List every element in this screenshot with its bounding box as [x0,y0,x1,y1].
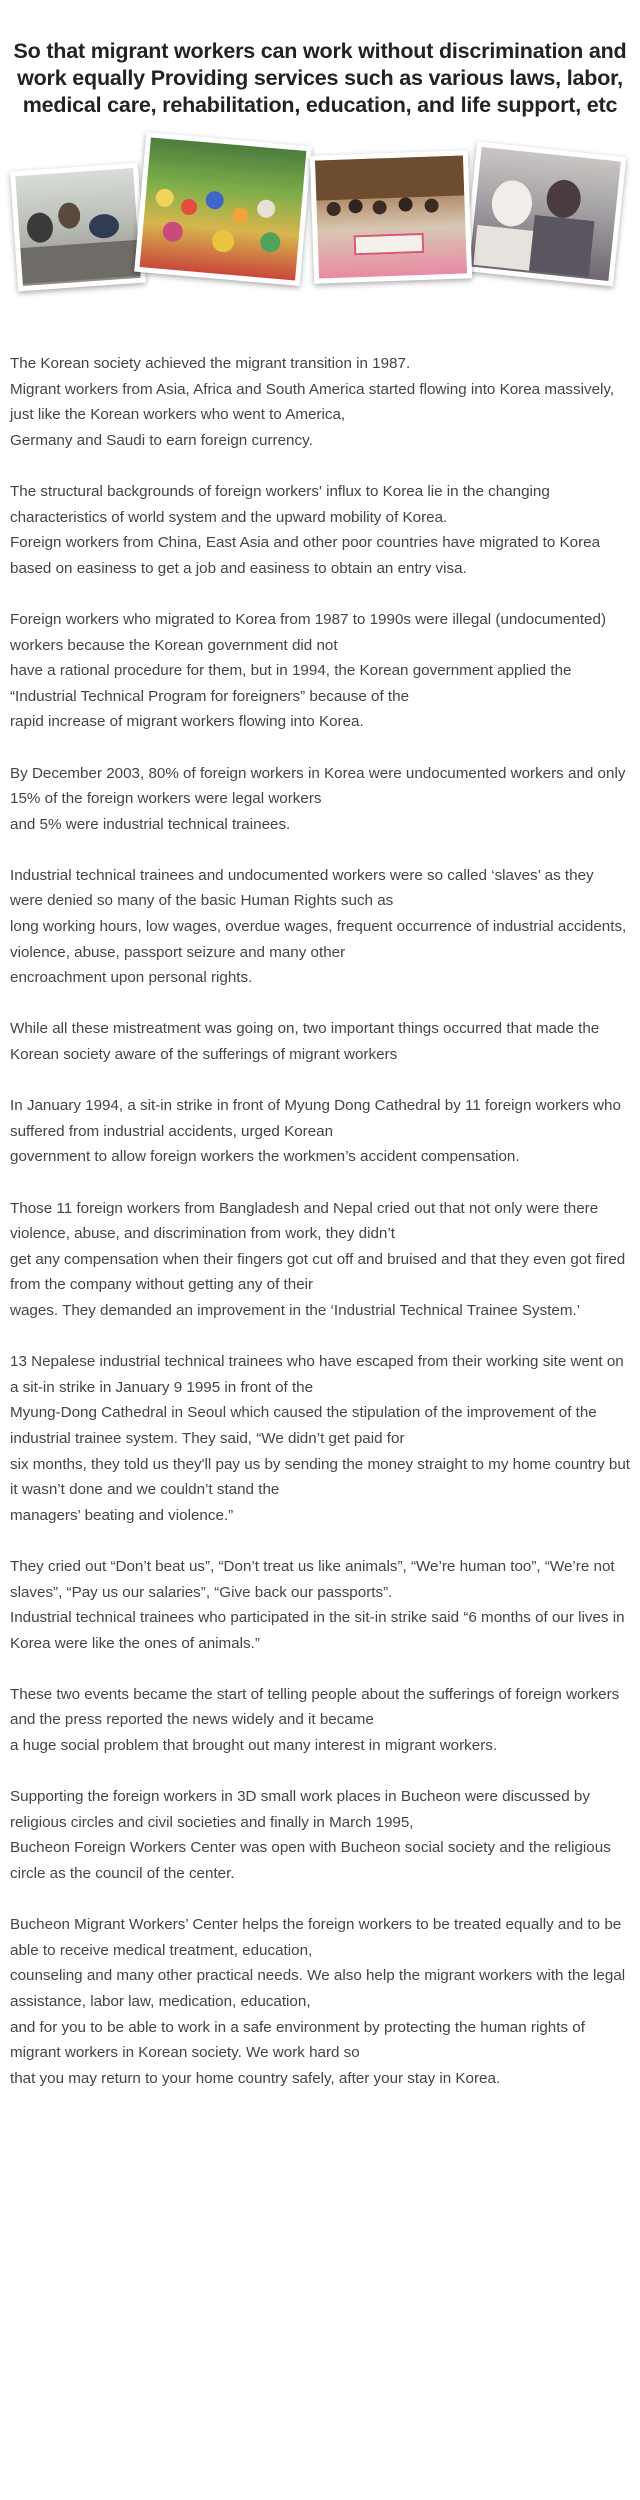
crowd-festival-photo [134,132,312,286]
group-banner-photo [310,150,472,283]
header [0,0,640,119]
paragraph: Those 11 foreign workers from Bangladesh and Nepal cried out that not only were there violence, abuse, and discrimination from work, they didn’t get any compensation when their fingers got cut off and bruised and that they even got fired from the company without getting any of their wages. They demanded an improvement in the ‘Industrial Technical Trainee System.’ [10,1199,626,1319]
paragraph: Foreign workers who migrated to Korea from 1987 to 1990s were illegal (undocumented) workers because the Korean government did not have a rational procedure for them, but in 1994, the Korean government applied the “Industrial Technical Program for foreigners” because of the rapid increase of migrant workers flowing into Korea. [10,610,606,731]
paragraph: Bucheon Migrant Workers’ Center helps the foreign workers to be treated equally and to be able to receive medical treatment, education, counseling and many other practical needs. We also help the migrant workers with the legal assistance, labor law, medication, education, and for you to be able to work in a safe environment by protecting the human rights of migrant workers in Korean society. We work hard so that you may return to your home country safely, after your stay in Korea. [10,1916,626,2087]
paragraph: While all these mistreatment was going on, two important things occurred that made the Korean society aware of the sufferings of migrant workers [10,1020,600,1064]
paragraph: The structural backgrounds of foreign workers' influx to Korea lie in the changing characteristics of world system and the upward mobility of Korea. Foreign workers from China, East Asia and other poor countries have migrated to Korea based on easiness to get a job and easiness to obtain an entry visa. [10,482,601,577]
paragraph: In January 1994, a sit-in strike in front of Myung Dong Cathedral by 11 foreign workers who suffered from industrial accidents, urged Korean government to allow foreign workers the workmen’s accident compensation. [10,1097,621,1166]
paragraph: They cried out “Don’t beat us”, “Don’t treat us like animals”, “We’re human too”, “We’re not slaves”, “Pay us our salaries”, “Give back our passports”. Industrial technical trainees who participated in the sit-in strike said “6 months of our lives in Korea were like the ones of animals.” [10,1557,625,1652]
paragraph: Industrial technical trainees and undocumented workers were so called ‘slaves’ as they were denied so many of the basic Human Rights such as long working hours, low wages, overdue wages, frequent occurrence of industrial accidents, violence, abuse, passport seizure and many other encroachment upon personal rights. [10,866,627,987]
paragraph: Supporting the foreign workers in 3D small work places in Bucheon were discussed by religious circles and civil societies and finally in March 1995, Bucheon Foreign Workers Center was open with Bucheon social society and the religious circle as the council of the center. [10,1788,611,1883]
paragraph: The Korean society achieved the migrant transition in 1987. Migrant workers from Asia, Africa and South America started flowing into Korea massively, just like the Korean workers who went to America, Germany and Saudi to earn foreign currency. [10,355,615,449]
article-body [0,331,640,2091]
paragraph: By December 2003, 80% of foreign workers in Korea were undocumented workers and only 15% of the foreign workers were legal workers and 5% were industrial technical trainees. [10,764,626,833]
paragraph: 13 Nepalese industrial technical trainees who have escaped from their working site went on a sit-in strike in January 9 1995 in front of the Myung-Dong Cathedral in Seoul which caused the stipulation of the improvement of the industrial trainee system. They said, “We didn’t get paid for six months, they told us they'll pay us by sending the money straight to my home country but it wasn’t done and we couldn’t stand the managers’ beating and violence.” [10,1353,630,1524]
office-workers-photo [10,163,146,292]
photo-collage [0,131,640,331]
medical-checkup-photo [464,142,627,287]
page-title: So that migrant workers can work without discrimination and work equally Providing services such as various laws, labor, medical care, rehabilitation, education, and life support, etc [13,39,627,117]
paragraph: These two events became the start of telling people about the sufferings of foreign workers and the press reported the news widely and it became a huge social problem that brought out many interest in migrant workers. [10,1685,620,1755]
